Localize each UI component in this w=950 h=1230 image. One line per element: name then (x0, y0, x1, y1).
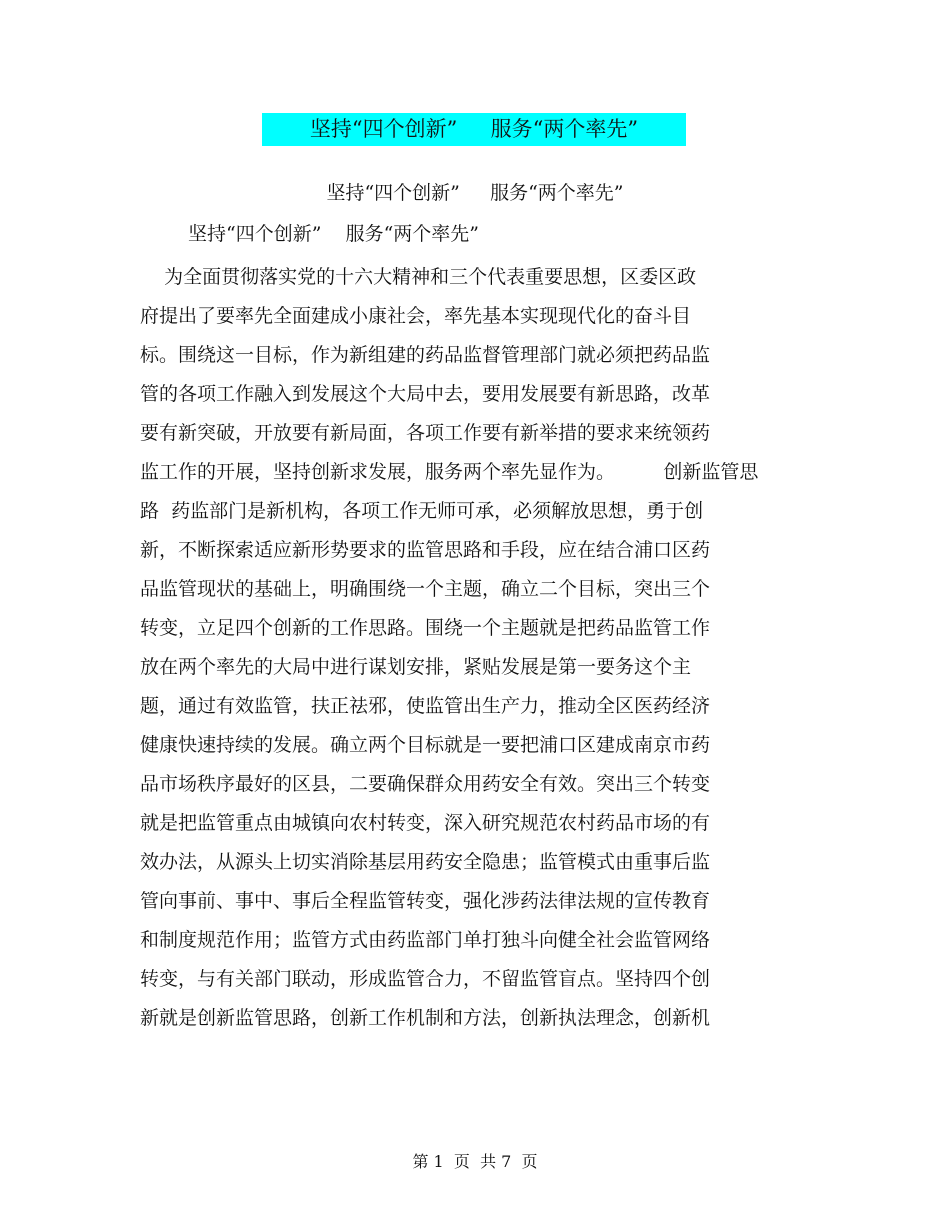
body-line: 路 药监部门是新机构，各项工作无师可承，必须解放思想，勇于创 (140, 500, 704, 522)
body-line: 健康快速持续的发展。确立两个目标就是一要把浦口区建成南京市药 (140, 734, 711, 756)
body-line: 转变，立足四个创新的工作思路。围绕一个主题就是把药品监管工作 (140, 617, 711, 639)
body-line: 就是把监管重点由城镇向农村转变，深入研究规范农村药品市场的有 (140, 812, 711, 834)
body-line: 效办法，从源头上切实消除基层用药安全隐患；监管模式由重事后监 (140, 851, 711, 873)
body-line: 放在两个率先的大局中进行谋划安排，紧贴发展是第一要务这个主 (140, 656, 692, 678)
body-line: 标。围绕这一目标，作为新组建的药品监督管理部门就必须把药品监 (140, 344, 711, 366)
document-subtitle: 坚持“四个创新” 服务“两个率先” (326, 182, 624, 204)
body-line: 品监管现状的基础上，明确围绕一个主题，确立二个目标，突出三个 (140, 578, 711, 600)
body-line: 新，不断探索适应新形势要求的监管思路和手段，应在结合浦口区药 (140, 539, 711, 561)
body-line: 为全面贯彻落实党的十六大精神和三个代表重要思想，区委区政 (140, 266, 697, 288)
body-line: 品市场秩序最好的区县，二要确保群众用药安全有效。突出三个转变 (140, 773, 711, 795)
body-line: 管向事前、事中、事后全程监管转变，强化涉药法律法规的宣传教育 (140, 890, 711, 912)
body-line: 要有新突破，开放要有新局面，各项工作要有新举措的要求来统领药 (140, 422, 711, 444)
document-title: 坚持“四个创新” 服务“两个率先” (262, 113, 686, 146)
body-line: 府提出了要率先全面建成小康社会，率先基本实现现代化的奋斗目 (140, 305, 692, 327)
body-line: 管的各项工作融入到发展这个大局中去，要用发展要有新思路，改革 (140, 383, 711, 405)
body-line: 转变，与有关部门联动，形成监管合力，不留监管盲点。坚持四个创 (140, 968, 711, 990)
body-line: 和制度规范作用；监管方式由药监部门单打独斗向健全社会监管网络 (140, 929, 711, 951)
body-line: 新就是创新监管思路，创新工作机制和方法，创新执法理念，创新机 (140, 1007, 711, 1029)
page-number-footer: 第 1 页 共 7 页 (412, 1152, 538, 1171)
section-heading: 坚持“四个创新” 服务“两个率先” (188, 223, 480, 245)
body-line: 监工作的开展，坚持创新求发展，服务两个率先显作为。 创新监管思 (140, 461, 759, 483)
body-line: 题，通过有效监管，扶正祛邪，使监管出生产力，推动全区医药经济 (140, 695, 711, 717)
